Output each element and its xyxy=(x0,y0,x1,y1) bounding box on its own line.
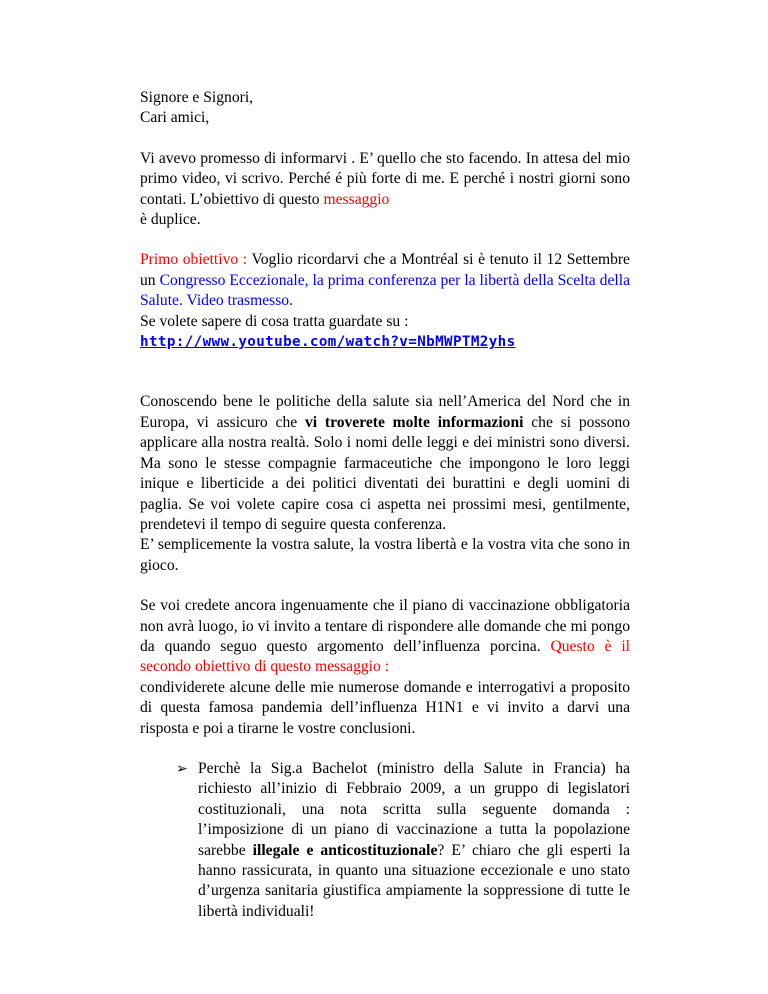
intro-highlight: messaggio xyxy=(323,190,390,208)
link-intro: Se volete sapere di cosa tratta guardate su : xyxy=(140,312,409,330)
bullet-bold: illegale e anticostituzionale xyxy=(252,841,438,859)
knowledge-closing: E’ semplicemente la vostra salute, la vostra libertà e la vostra vita che sono in gioco. xyxy=(140,536,630,574)
intro-text: Vi avevo promesso di informarvi . E’ quello che sto facendo. In attesa del mio primo video, vi scrivo. Perché é più forte di me. E perché i nostri giorni sono contati. L’obiettivo di questo xyxy=(140,149,630,208)
knowledge-bold: vi troverete molte informazioni xyxy=(304,413,524,431)
bullet-part-1: Perchè la Sig.a Bachelot (ministro della Salute in Francia) ha richiesto all’inizio di Febbraio 2009, a un gruppo di legislatori costituzionali, una nota scritta sulla seguente domanda : l’imposizione di un piano di vaccinazione a tutta la popolazione sarebbe xyxy=(198,759,630,859)
second-objective-paragraph xyxy=(140,596,630,678)
greeting-line-1: Signore e Signori, xyxy=(140,89,254,106)
first-objective-paragraph xyxy=(140,250,630,311)
youtube-link[interactable]: http://www.youtube.com/watch?v=NbMWPTM2yhs xyxy=(140,334,516,351)
second-part-2: condividerete alcune delle mie numerose domande e interrogativi a proposito di questa famosa pandemia dell’influenza H1N1 e vi invito a darvi una risposta e poi a tirarne le vostre conclusioni. xyxy=(140,678,630,737)
knowledge-part-1: Conoscendo bene le politiche della salute sia nell’America del Nord che in Europa, vi assicuro che xyxy=(140,393,630,431)
document-page xyxy=(140,88,630,922)
intro-paragraph xyxy=(140,149,630,231)
greeting-line-2: Cari amici, xyxy=(140,109,210,127)
bullet-item xyxy=(176,759,630,922)
second-objective-label: Questo è il secondo obiettivo di questo messaggio : xyxy=(140,637,630,676)
arrow-bullet-icon: ➢ xyxy=(176,761,188,777)
congress-event: Congresso Eccezionale, la prima conferenza per la libertà della Scelta della Salute. Video trasmesso. xyxy=(140,271,630,310)
bullet-text xyxy=(198,759,630,922)
knowledge-part-2: che si possono applicare alla nostra realtà. Solo i nomi delle leggi e dei ministri sono diversi. Ma sono le stesse compagnie farmaceutiche che impongono le loro leggi inique e liberticide a dei politici diventati dei burattini e degli uomini di paglia. Se voi volete capire cosa ci aspetta nei prossimi mesi, gentilmente, prendetevi il tempo di seguire questa conferenza. xyxy=(140,413,630,533)
first-objective-label: Primo obiettivo : xyxy=(140,251,248,269)
first-objective-text: Voglio ricordarvi che a Montréal si è tenuto il 12 Settembre un xyxy=(140,251,630,289)
knowledge-paragraph xyxy=(140,392,630,535)
bullet-part-2: ? E’ chiaro che gli esperti la hanno rassicurata, in quanto una situazione eccezionale e uno stato d’urgenza sanitaria giustifica ampiamente la soppressione di tutte le libertà individuali! xyxy=(198,841,630,920)
intro-tail: è duplice. xyxy=(140,211,201,229)
second-part-1: Se voi credete ancora ingenuamente che il piano di vaccinazione obbligatoria non avrà luogo, io vi invito a tentare di rispondere alle domande che mi pongo da quando seguo questo argomento dell’influenza porcina. xyxy=(140,597,630,655)
